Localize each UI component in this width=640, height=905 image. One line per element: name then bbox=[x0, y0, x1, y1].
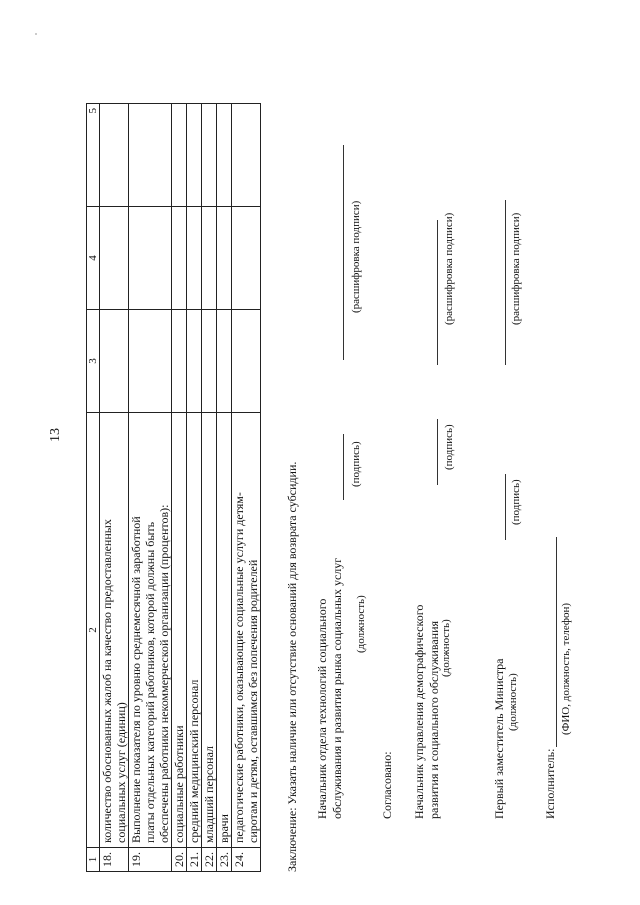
executor-label: Исполнитель: bbox=[543, 748, 557, 819]
conclusion-text: Заключение: Указать наличие или отсутствие оснований для возврата субсидии. bbox=[285, 461, 299, 872]
row-text-line: обеспечены работники некоммерческой организации (процентов): bbox=[157, 504, 171, 843]
row-number: 20. bbox=[172, 848, 187, 872]
head-dept-title-line1: Начальник отдела технологий социального bbox=[315, 598, 329, 819]
row-number: 18. bbox=[100, 848, 129, 872]
table-row bbox=[217, 104, 232, 872]
row-text-line: социальные работники bbox=[172, 725, 186, 843]
row-value-cell bbox=[232, 207, 261, 310]
signature-decode-line bbox=[505, 200, 506, 365]
position-caption: (должность) bbox=[507, 673, 519, 731]
row-description bbox=[129, 413, 172, 848]
table-row bbox=[232, 104, 261, 872]
row-text-line: сиротам и детям, оставшимся без попечения родителей bbox=[246, 559, 260, 843]
row-text-line: средний медицинский персонал bbox=[187, 679, 201, 843]
signature-line bbox=[343, 434, 344, 500]
table-row bbox=[100, 104, 129, 872]
indicators-table bbox=[86, 103, 261, 872]
decode-caption: (расшифровка подписи) bbox=[350, 200, 362, 313]
row-value-cell bbox=[217, 207, 232, 310]
header-col-3: 3 bbox=[87, 310, 100, 413]
row-text-line: младший персонал bbox=[202, 745, 216, 843]
row-value-cell bbox=[202, 207, 217, 310]
row-text-line: социальных услуг (единиц) bbox=[114, 702, 128, 843]
header-col-4: 4 bbox=[87, 207, 100, 310]
table-row bbox=[187, 104, 202, 872]
row-text-line: педагогические работники, оказывающие социальные услуги детям- bbox=[232, 492, 246, 843]
row-value-cell bbox=[187, 207, 202, 310]
header-col-1: 1 bbox=[87, 848, 100, 872]
row-value-cell bbox=[129, 310, 172, 413]
executor-line bbox=[556, 537, 557, 747]
agreed-label: Согласовано: bbox=[380, 751, 394, 819]
scan-speck bbox=[35, 33, 37, 35]
row-value-cell bbox=[100, 207, 129, 310]
executor-caption: (ФИО, должность, телефон) bbox=[560, 602, 572, 735]
position-caption: (должность) bbox=[440, 619, 452, 677]
row-value-cell bbox=[232, 310, 261, 413]
first-deputy-title: Первый заместитель Министра bbox=[492, 658, 506, 819]
signature-decode-line bbox=[437, 220, 438, 365]
signature-caption: (подпись) bbox=[350, 441, 362, 487]
signature-caption: (подпись) bbox=[443, 424, 455, 470]
head-demo-title-line2: развития и социального обслуживания bbox=[427, 620, 441, 819]
row-value-cell bbox=[100, 104, 129, 207]
header-col-5: 5 bbox=[87, 104, 100, 207]
row-number: 19. bbox=[129, 848, 172, 872]
row-value-cell bbox=[100, 310, 129, 413]
row-value-cell bbox=[232, 104, 261, 207]
row-value-cell bbox=[187, 310, 202, 413]
row-value-cell bbox=[172, 104, 187, 207]
row-number: 24. bbox=[232, 848, 261, 872]
row-text-line: платы отдельных категорий работников, которой должны быть bbox=[143, 521, 157, 843]
signature-line bbox=[437, 419, 438, 485]
position-caption: (должность) bbox=[355, 595, 367, 653]
head-demo-title-line1: Начальник управления демографического bbox=[412, 604, 426, 819]
row-value-cell bbox=[129, 207, 172, 310]
signature-line bbox=[505, 474, 506, 540]
page-number: 13 bbox=[48, 428, 63, 442]
row-description bbox=[202, 413, 217, 848]
row-value-cell bbox=[129, 104, 172, 207]
row-description bbox=[217, 413, 232, 848]
row-number: 23. bbox=[217, 848, 232, 872]
row-value-cell bbox=[172, 310, 187, 413]
row-text-line: врачи bbox=[217, 814, 231, 843]
row-text-line: Выполнение показателя по уровню среднемесячной заработной bbox=[129, 516, 143, 843]
table-header-row bbox=[87, 104, 100, 872]
row-value-cell bbox=[172, 207, 187, 310]
row-number: 22. bbox=[202, 848, 217, 872]
table-row bbox=[202, 104, 217, 872]
decode-caption: (расшифровка подписи) bbox=[510, 212, 522, 325]
row-text-line: количество обоснованных жалоб на качество предоставленных bbox=[100, 519, 114, 843]
header-col-2: 2 bbox=[87, 413, 100, 848]
head-dept-title-line2: обслуживания и развития рынка социальных услуг bbox=[330, 557, 344, 819]
row-value-cell bbox=[217, 104, 232, 207]
table-row bbox=[129, 104, 172, 872]
row-value-cell bbox=[202, 310, 217, 413]
row-value-cell bbox=[202, 104, 217, 207]
row-value-cell bbox=[187, 104, 202, 207]
row-description bbox=[100, 413, 129, 848]
row-description bbox=[187, 413, 202, 848]
row-description bbox=[172, 413, 187, 848]
row-value-cell bbox=[217, 310, 232, 413]
signature-caption: (подпись) bbox=[510, 479, 522, 525]
table-row bbox=[172, 104, 187, 872]
decode-caption: (расшифровка подписи) bbox=[443, 212, 455, 325]
row-description bbox=[232, 413, 261, 848]
row-number: 21. bbox=[187, 848, 202, 872]
signature-decode-line bbox=[343, 145, 344, 360]
